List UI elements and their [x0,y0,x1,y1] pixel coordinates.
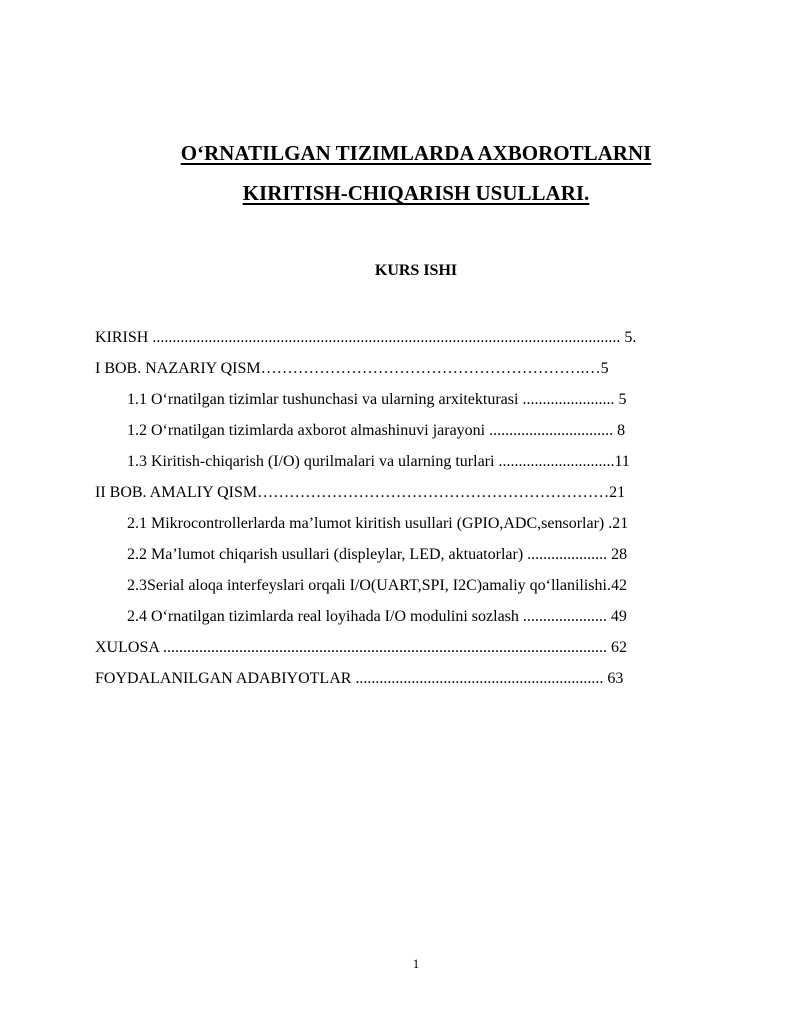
toc-entry-xulosa: XULOSA ............................................................................................................... 62 [95,639,628,656]
toc-entry-chapter-2: II BOB. AMALIY QISM…………………………………………………………21 [95,484,626,501]
toc-entry-section-2-1: 2.1 Mikrocontrollerlarda ma’lumot kiritish usullari (GPIO,ADC,sensorlar) .21 [127,515,629,532]
toc-entry-kirish: KIRISH ..................................................................................................................... 5. [95,329,637,346]
toc-entry-section-1-3: 1.3 Kiritish-chiqarish (I/O) qurilmalari va ularning turlari .............................11 [127,453,630,470]
table-of-contents [95,322,707,694]
toc-entry-section-1-2: 1.2 O‘rnatilgan tizimlarda axborot almashinuvi jarayoni ............................... 8 [127,422,626,439]
toc-entry-section-1-1: 1.1 O‘rnatilgan tizimlar tushunchasi va ularning arxitekturasi ....................... 5 [127,391,627,408]
toc-entry-section-2-4: 2.4 O‘rnatilgan tizimlarda real loyihada I/O modulini sozlash ..................... 49 [127,608,627,625]
toc-entry-section-2-2: 2.2 Ma’lumot chiqarish usullari (displeylar, LED, aktuatorlar) .................... 28 [127,546,628,563]
toc-entry-chapter-1: I BOB. NAZARIY QISM…………………………………………………….…5 [95,360,609,377]
document-subtitle: KURS ISHI [374,262,458,279]
document-title-line-2: KIRITISH-CHIQARISH USULLARI. [242,181,590,205]
toc-entry-references: FOYDALANILGAN ADABIYOTLAR .............................................................. 63 [95,670,624,687]
page-number: 1 [412,956,420,971]
document-title-line-1: O‘RNATILGAN TIZIMLARDA AXBOROTLARNI [180,141,652,165]
toc-entry-section-2-3: 2.3Serial aloqa interfeyslari orqali I/O(UART,SPI, I2C)amaliy qo‘llanilishi.42 [127,577,627,594]
